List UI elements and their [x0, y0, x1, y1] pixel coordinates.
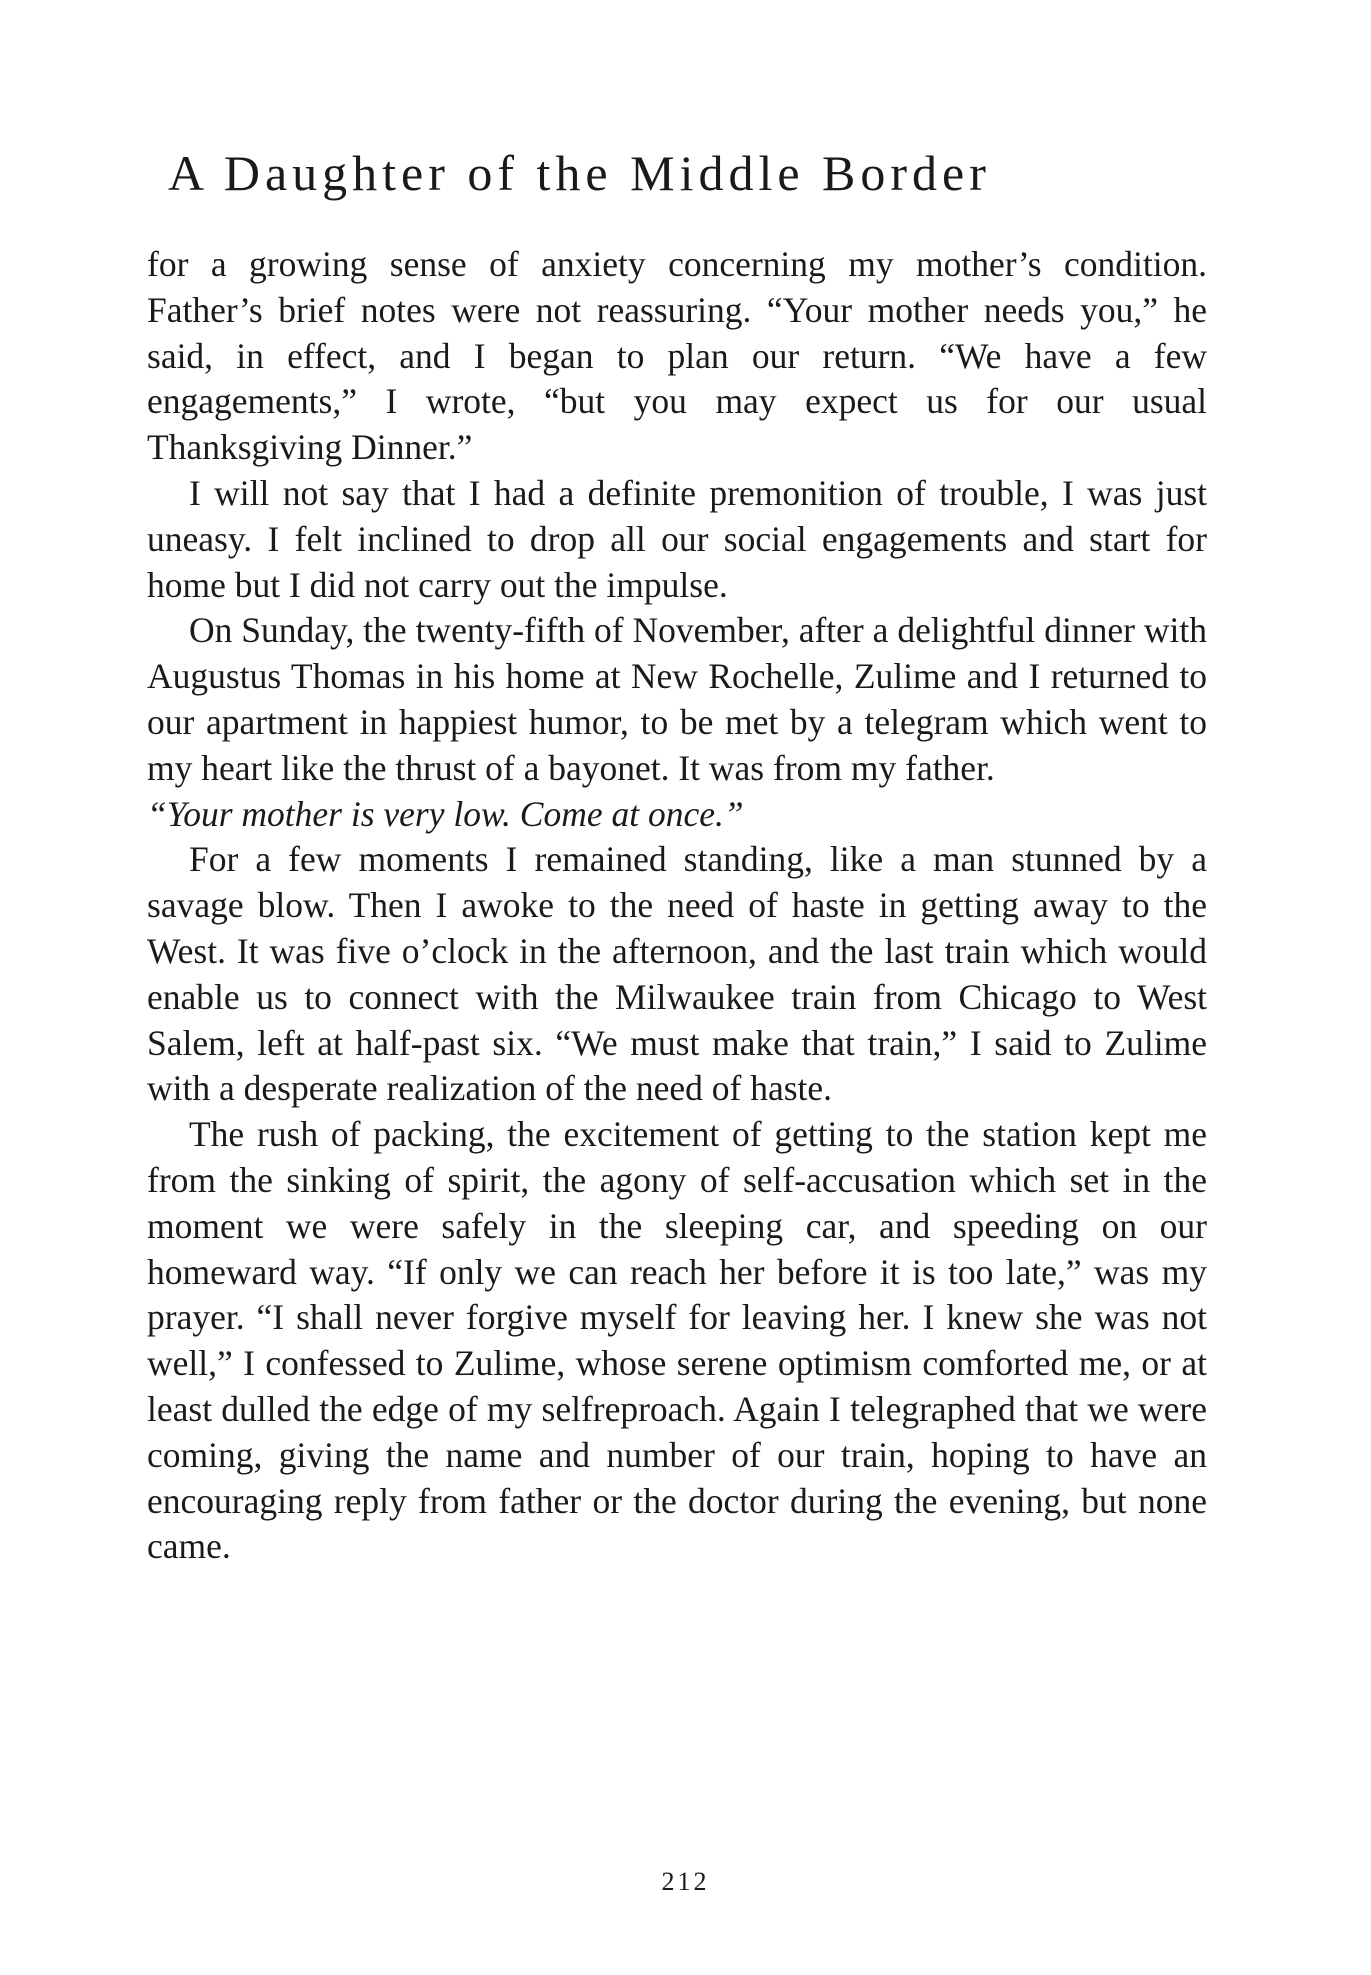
paragraph-departure: For a few moments I remained standing, like a man stunned by a savage blow. Then I awoke to the need of haste in getting away to the West. It was five o’clock in the afternoon, and the last train which would enable us to connect with the Milwaukee train from Chicago to West Salem, left at half-past six. “We must make that train,” I said to Zulime with a desperate realization of the need of haste. — [147, 839, 1207, 1109]
telegram-quote — [147, 792, 1207, 838]
running-head: A Daughter of the Middle Border — [168, 145, 991, 201]
paragraph-journey: The rush of packing, the excitement of getting to the station kept me from the sinking of spirit, the agony of self-accusation which set in the moment we were safely in the sleeping car, and speeding on our homeward way. “If only we can reach her before it is too late,” was my prayer. “I shall never forgive myself for leaving her. I knew she was not well,” I confessed to Zulime, whose serene optimism comforted me, or at least dulled the edge of my selfreproach. Again I telegraphed that we were coming, giving the name and number of our train, hoping to have an encouraging reply from father or the doctor during the evening, but none came. — [147, 1114, 1207, 1567]
paragraph-continuation: for a growing sense of anxiety concerning my mother’s condition. Father’s brief notes were not reassuring. “Your mother needs you,” he said, in effect, and I began to plan our return. “We have a few engagements,” I wrote, “but you may expect us for our usual Thanksgiving Dinner.” — [147, 244, 1207, 468]
paragraph-telegram: On Sunday, the twenty-fifth of November, after a delightful dinner with Augustus Thomas in his home at New Rochelle, Zulime and I returned to our apartment in happiest humor, to be met by a telegram which went to my heart like the thrust of a bayonet. It was from my father. — [147, 610, 1207, 788]
page-number: 212 — [661, 1867, 710, 1896]
body-text — [147, 242, 1207, 1570]
telegram-quote-text: “Your mother is very low. Come at once.” — [147, 793, 744, 834]
paragraph-premonition: I will not say that I had a definite premonition of trouble, I was just uneasy. I felt inclined to drop all our social engagements and start for home but I did not carry out the impulse. — [147, 472, 1207, 605]
